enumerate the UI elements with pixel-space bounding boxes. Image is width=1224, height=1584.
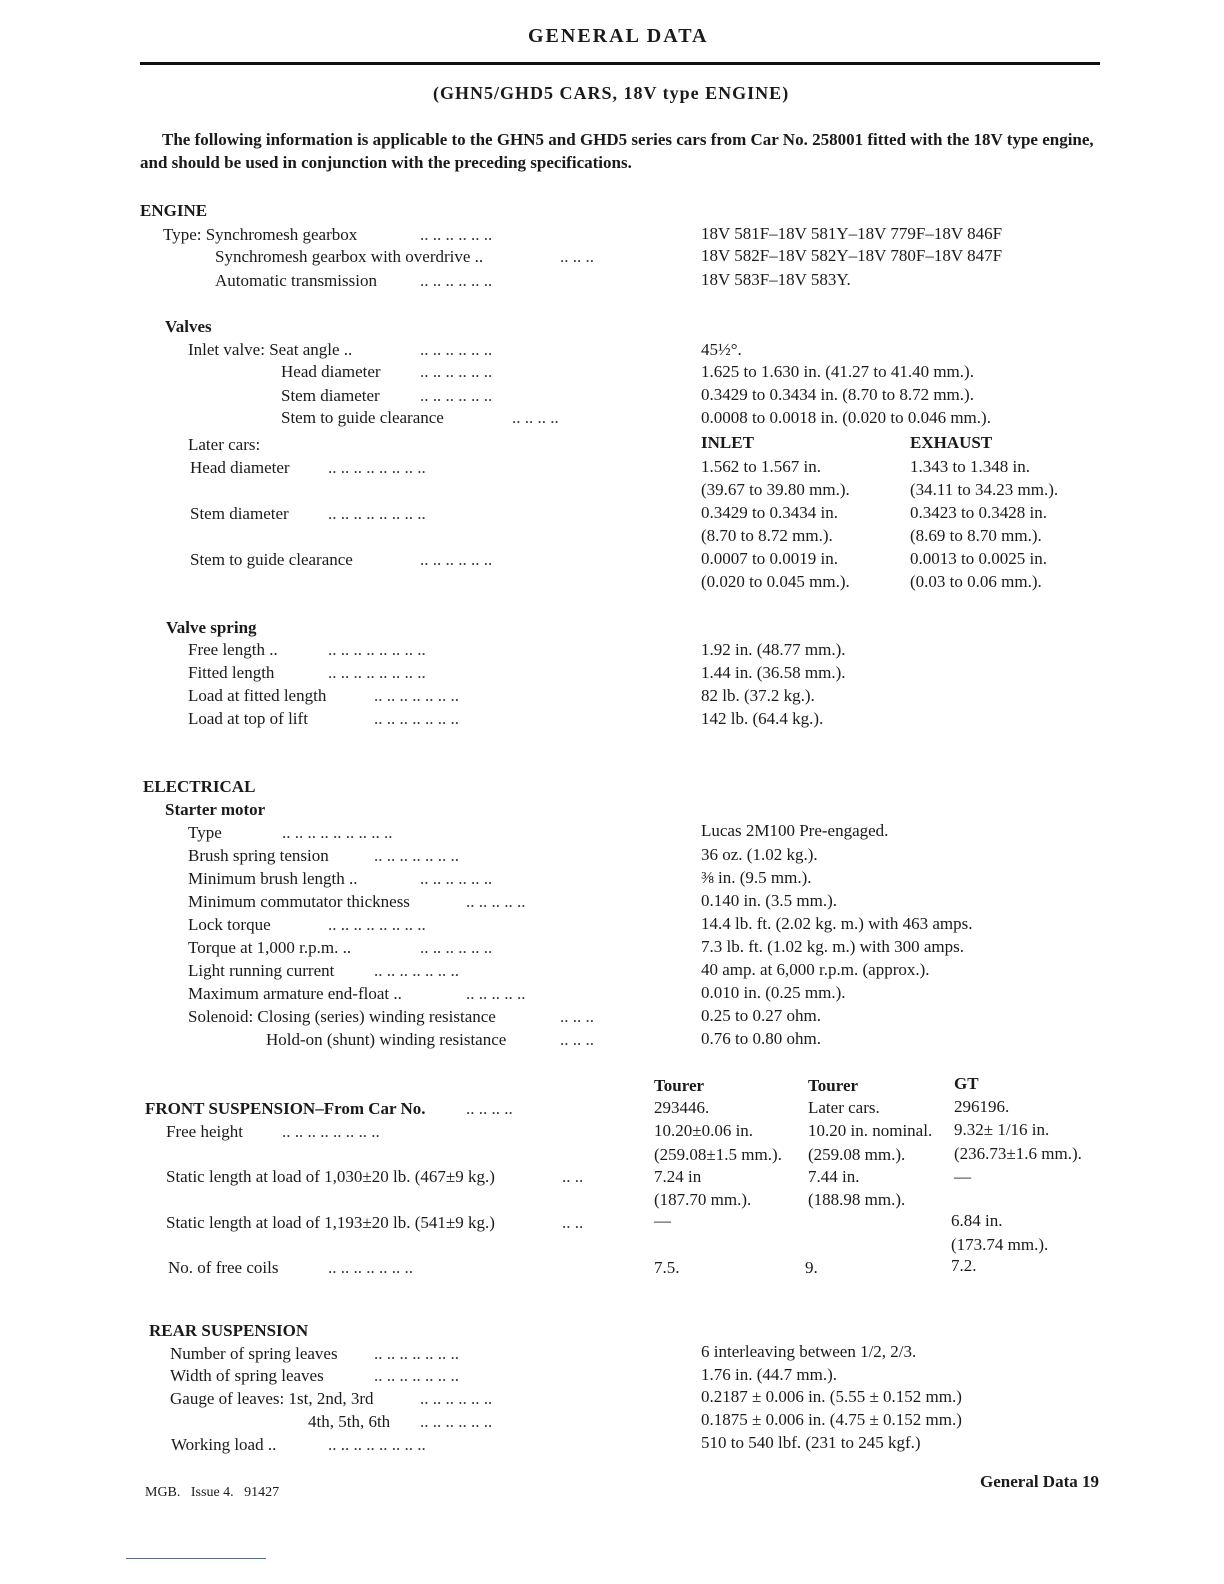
leader: .. .. .. .. .. [466, 984, 526, 1003]
leader: .. .. .. .. .. .. [420, 550, 493, 569]
car-no-tourer: 293446. [654, 1098, 710, 1117]
engine-heading: ENGINE [140, 201, 208, 220]
endfloat-value: 0.010 in. (0.25 mm.). [701, 983, 846, 1002]
later-stem-exhaust-mm: (8.69 to 8.70 mm.). [910, 526, 1042, 545]
gauge2-label: 4th, 5th, 6th [308, 1412, 391, 1431]
static1-later-mm: (188.98 mm.). [808, 1190, 906, 1209]
brush-tension-label: Brush spring tension [188, 846, 329, 865]
later-cars-label: Later cars: [188, 435, 261, 454]
later-stem-label: Stem diameter [190, 504, 289, 523]
car-no-gt: 296196. [954, 1097, 1010, 1116]
valve-spring-heading: Valve spring [166, 618, 257, 637]
brush-tension-value: 36 oz. (1.02 kg.). [701, 845, 818, 864]
stem-diameter-label: Stem diameter [281, 386, 380, 405]
min-brush-label: Minimum brush length .. [188, 869, 358, 888]
leader: .. .. .. .. .. .. .. .. [328, 1435, 426, 1454]
light-current-value: 40 amp. at 6,000 r.p.m. (approx.). [701, 960, 930, 979]
leader: .. .. .. .. .. .. .. [328, 1258, 413, 1277]
later-stem-exhaust: 0.3423 to 0.3428 in. [910, 503, 1047, 522]
static2-gt: 6.84 in. [951, 1211, 1003, 1230]
page-subtitle: (GHN5/GHD5 CARS, 18V type ENGINE) [433, 83, 790, 103]
later-stem-inlet-mm: (8.70 to 8.72 mm.). [701, 526, 833, 545]
leader: .. .. .. .. .. .. .. .. [328, 458, 426, 477]
seat-angle-value: 45½°. [701, 340, 742, 359]
commutator-value: 0.140 in. (3.5 mm.). [701, 891, 837, 910]
gauge-label: Gauge of leaves: 1st, 2nd, 3rd [170, 1389, 374, 1408]
holdon-value: 0.76 to 0.80 ohm. [701, 1029, 821, 1048]
free-height-tourer-mm: (259.08±1.5 mm.). [654, 1145, 782, 1164]
static1-label: Static length at load of 1,030±20 lb. (467±9 kg.) [166, 1167, 495, 1186]
free-height-label: Free height [166, 1122, 243, 1141]
free-height-later: 10.20 in. nominal. [808, 1121, 933, 1140]
starter-heading: Starter motor [165, 800, 266, 819]
overdrive-value: 18V 582F–18V 582Y–18V 780F–18V 847F [701, 246, 1003, 265]
later-guide-label: Stem to guide clearance [190, 550, 353, 569]
leader: .. .. .. .. .. .. .. .. [282, 1122, 380, 1141]
leader: .. .. .. .. .. .. [420, 386, 493, 405]
leader: .. .. .. .. .. .. .. [374, 961, 459, 980]
auto-value: 18V 583F–18V 583Y. [701, 270, 851, 289]
gauge-value-1: 0.2187 ± 0.006 in. (5.55 ± 0.152 mm.) [701, 1387, 962, 1406]
coils-label: No. of free coils [168, 1258, 279, 1277]
static1-gt: –– [954, 1167, 971, 1186]
col-inlet: INLET [701, 433, 754, 452]
leader: .. .. .. .. .. .. [420, 1389, 493, 1408]
leader: .. .. .. .. .. .. .. .. [328, 640, 426, 659]
leader: .. .. [562, 1213, 584, 1232]
leader: .. .. .. .. .. .. [420, 362, 493, 381]
free-length-label: Free length .. [188, 640, 278, 659]
spring-leaves-value: 6 interleaving between 1/2, 2/3. [701, 1342, 917, 1361]
working-load-value: 510 to 540 lbf. (231 to 245 kgf.) [701, 1433, 921, 1452]
load-top-label: Load at top of lift [188, 709, 308, 728]
coils-gt: 7.2. [951, 1256, 977, 1275]
head-diameter-value: 1.625 to 1.630 in. (41.27 to 41.40 mm.). [701, 362, 974, 381]
footer-page: General Data 19 [980, 1472, 1099, 1491]
static2-tourer: –– [654, 1211, 671, 1230]
lock-torque-value: 14.4 lb. ft. (2.02 kg. m.) with 463 amps. [701, 914, 973, 933]
engine-type-label: Type: Synchromesh gearbox [163, 225, 358, 244]
page-title: GENERAL DATA [528, 25, 709, 47]
later-guide-inlet-mm: (0.020 to 0.045 mm.). [701, 572, 850, 591]
leader: .. .. .. .. .. .. .. [374, 686, 459, 705]
gauge-value-2: 0.1875 ± 0.006 in. (4.75 ± 0.152 mm.) [701, 1410, 962, 1429]
leader: .. .. .. .. .. .. [420, 869, 493, 888]
leader: .. .. .. .. .. .. .. .. .. [282, 823, 393, 842]
leader: .. .. .. .. .. .. [420, 340, 493, 359]
endfloat-label: Maximum armature end-float .. [188, 984, 402, 1003]
static2-gt-mm: (173.74 mm.). [951, 1235, 1049, 1254]
min-brush-value: ⅜ in. (9.5 mm.). [701, 868, 812, 887]
leader: .. .. .. .. .. .. .. .. [328, 504, 426, 523]
leader: .. .. [562, 1167, 584, 1186]
load-fitted-label: Load at fitted length [188, 686, 327, 705]
later-head-label: Head diameter [190, 458, 290, 477]
leader: .. .. .. [560, 1030, 594, 1049]
leaf-width-label: Width of spring leaves [170, 1366, 324, 1385]
electrical-heading: ELECTRICAL [143, 777, 256, 796]
leader: .. .. .. .. .. .. [420, 1412, 493, 1431]
overdrive-label: Synchromesh gearbox with overdrive .. [215, 247, 484, 266]
leader: .. .. .. .. .. .. .. .. [328, 915, 426, 934]
leader: .. .. .. .. .. .. [420, 225, 493, 244]
fitted-length-label: Fitted length [188, 663, 275, 682]
commutator-label: Minimum commutator thickness [188, 892, 410, 911]
rear-suspension-heading: REAR SUSPENSION [149, 1321, 309, 1340]
guide-clearance-value: 0.0008 to 0.0018 in. (0.020 to 0.046 mm.). [701, 408, 991, 427]
later-guide-exhaust-mm: (0.03 to 0.06 mm.). [910, 572, 1042, 591]
free-height-later-mm: (259.08 mm.). [808, 1145, 906, 1164]
col-gt: GT [954, 1074, 979, 1093]
coils-later: 9. [805, 1258, 818, 1277]
leader: .. .. .. .. .. .. .. [374, 709, 459, 728]
spring-leaves-label: Number of spring leaves [170, 1344, 338, 1363]
later-head-exhaust: 1.343 to 1.348 in. [910, 457, 1030, 476]
coils-tourer: 7.5. [654, 1258, 680, 1277]
free-length-value: 1.92 in. (48.77 mm.). [701, 640, 846, 659]
torque-label: Torque at 1,000 r.p.m. .. [188, 938, 352, 957]
static1-tourer: 7.24 in [654, 1167, 702, 1186]
torque-value: 7.3 lb. ft. (1.02 kg. m.) with 300 amps. [701, 937, 965, 956]
holdon-label: Hold-on (shunt) winding resistance [266, 1030, 507, 1049]
later-head-inlet: 1.562 to 1.567 in. [701, 457, 821, 476]
leader: .. .. .. .. [466, 1099, 513, 1118]
engine-type-value: 18V 581F–18V 581Y–18V 779F–18V 846F [701, 224, 1003, 243]
free-height-gt-mm: (236.73±1.6 mm.). [954, 1144, 1082, 1163]
light-current-label: Light running current [188, 961, 335, 980]
static1-later: 7.44 in. [808, 1167, 860, 1186]
starter-type-value: Lucas 2M100 Pre-engaged. [701, 821, 889, 840]
later-stem-inlet: 0.3429 to 0.3434 in. [701, 503, 838, 522]
guide-clearance-label: Stem to guide clearance [281, 408, 444, 427]
later-guide-exhaust: 0.0013 to 0.0025 in. [910, 549, 1047, 568]
leaf-width-value: 1.76 in. (44.7 mm.). [701, 1365, 837, 1384]
later-guide-inlet: 0.0007 to 0.0019 in. [701, 549, 838, 568]
later-head-exhaust-mm: (34.11 to 34.23 mm.). [910, 480, 1059, 499]
solenoid-label: Solenoid: Closing (series) winding resistance [188, 1007, 496, 1026]
inlet-seat-label: Inlet valve: Seat angle .. [188, 340, 353, 359]
static1-tourer-mm: (187.70 mm.). [654, 1190, 752, 1209]
col-tourer-later: Tourer [808, 1076, 859, 1095]
divider [126, 1558, 266, 1559]
leader: .. .. .. [560, 1007, 594, 1026]
leader: .. .. .. .. .. .. .. [374, 846, 459, 865]
leader: .. .. .. .. .. .. .. .. [328, 663, 426, 682]
free-height-gt: 9.32± 1/16 in. [954, 1120, 1050, 1139]
leader: .. .. .. .. .. .. .. [374, 1366, 459, 1385]
front-suspension-heading: FRONT SUSPENSION–From Car No. [145, 1099, 426, 1118]
later-head-inlet-mm: (39.67 to 39.80 mm.). [701, 480, 850, 499]
leader: .. .. .. .. .. .. .. [374, 1344, 459, 1363]
header-rule [140, 62, 1100, 65]
fitted-length-value: 1.44 in. (36.58 mm.). [701, 663, 846, 682]
leader: .. .. .. .. [512, 408, 559, 427]
intro-paragraph: The following information is applicable to the GHN5 and GHD5 series cars from Car No. 258001 fitted with the 18V type engine, and should be used in conjunction with the preceding specifications. [140, 130, 1094, 172]
lock-torque-label: Lock torque [188, 915, 271, 934]
auto-label: Automatic transmission [215, 271, 377, 290]
leader: .. .. .. .. .. [466, 892, 526, 911]
footer-issue: MGB. Issue 4. 91427 [145, 1485, 280, 1500]
load-fitted-value: 82 lb. (37.2 kg.). [701, 686, 815, 705]
col-exhaust: EXHAUST [910, 433, 993, 452]
load-top-value: 142 lb. (64.4 kg.). [701, 709, 824, 728]
valves-heading: Valves [165, 317, 212, 336]
car-no-later: Later cars. [808, 1098, 880, 1117]
starter-type-label: Type [188, 823, 222, 842]
col-tourer: Tourer [654, 1076, 705, 1095]
leader: .. .. .. [560, 247, 594, 266]
stem-diameter-value: 0.3429 to 0.3434 in. (8.70 to 8.72 mm.). [701, 385, 974, 404]
leader: .. .. .. .. .. .. [420, 271, 493, 290]
solenoid-value: 0.25 to 0.27 ohm. [701, 1006, 821, 1025]
working-load-label: Working load .. [171, 1435, 277, 1454]
static2-label: Static length at load of 1,193±20 lb. (541±9 kg.) [166, 1213, 495, 1232]
leader: .. .. .. .. .. .. [420, 938, 493, 957]
free-height-tourer: 10.20±0.06 in. [654, 1121, 754, 1140]
head-diameter-label: Head diameter [281, 362, 381, 381]
